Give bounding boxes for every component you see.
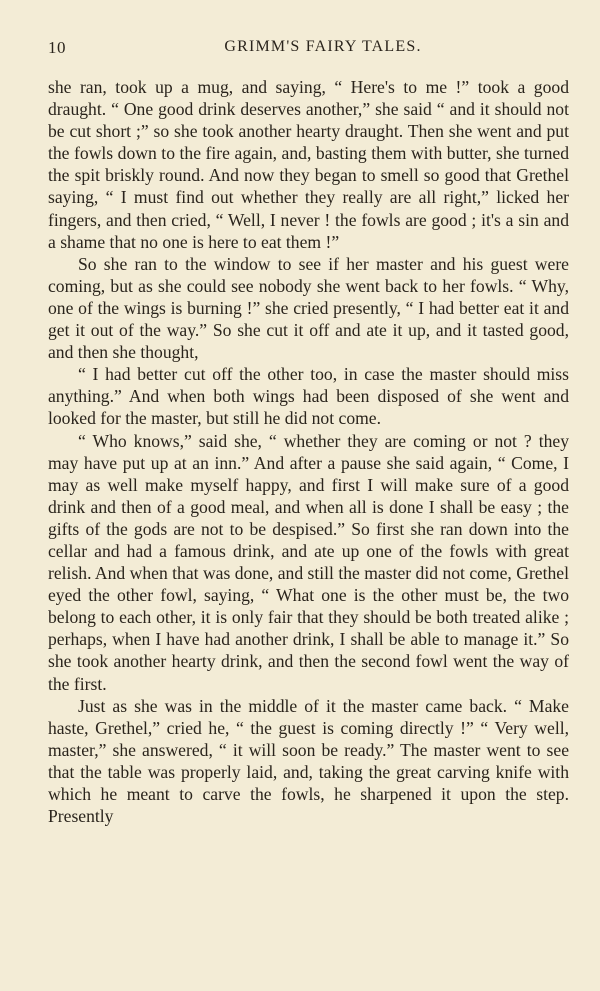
paragraph: “ Who knows,” said she, “ whether they are coming or not ? they may have put up at an inn.” And after a pause she said again, “ Come, I may as well make myself happy, and first I will make sure of a good drink and then of a good meal, and when all is done I shall be easy ; the gifts of the gods are not to be despised.” So first she ran down into the cellar and had a famous drink, and ate up one of the fowls with great relish. And when that was done, and still the master did not come, Grethel eyed the other fowl, saying, “ What one is the other must be, the two belong to each other, it is only fair that they should be both treated alike ; perhaps, when I have had another drink, I shall be able to manage it.” So she took another hearty drink, and then the second fowl went the way of the first. [48, 430, 569, 694]
body-text [48, 76, 569, 827]
paragraph: Just as she was in the middle of it the master came back. “ Make haste, Grethel,” cried he, “ the guest is coming directly !” “ Very well, master,” she answered, “ it will soon be ready.” The master went to see that the table was properly laid, and, taking the great carving knife with which he meant to carve the fowls, he sharpened it upon the step. Presently [48, 695, 569, 827]
paragraph: So she ran to the window to see if her master and his guest were coming, but as she could see nobody she went back to her fowls. “ Why, one of the wings is burning !” she cried presently, “ I had better eat it and get it out of the way.” So she cut it off and ate it up, and it tasted good, and then she thought, [48, 253, 569, 363]
running-head [48, 38, 568, 60]
running-title: GRIMM'S FAIRY TALES. [224, 38, 422, 55]
paragraph: “ I had better cut off the other too, in case the master should miss anything.” And when both wings had been disposed of she went and looked for the master, but still he did not come. [48, 364, 569, 429]
paragraph: she ran, took up a mug, and saying, “ Here's to me !” took a good draught. “ One good drink deserves another,” she said “ and it should not be cut short ;” so she took another hearty draught. Then she went and put the fowls down to the fire again, and, basting them with butter, she turned the spit briskly round. And now they began to smell so good that Grethel saying, “ I must find out whether they really are all right,” licked her fingers, and then cried, “ Well, I never ! the fowls are good ; it's a sin and a shame that no one is here to eat them !” [48, 77, 569, 252]
page-number: 10 [48, 38, 66, 57]
